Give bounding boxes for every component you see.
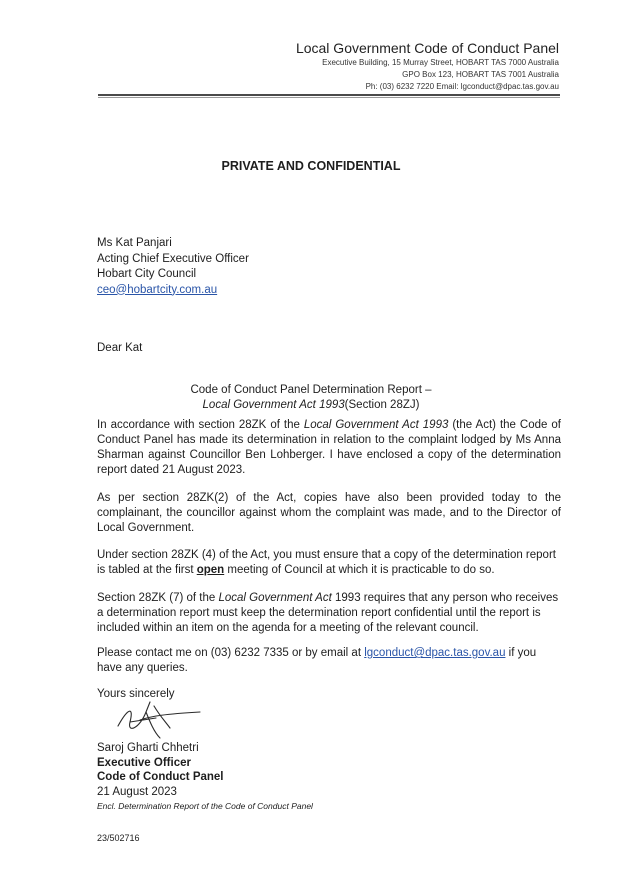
address-line-1: Executive Building, 15 Murray Street, HOBART TAS 7000 Australia <box>322 58 559 67</box>
confidential-heading: PRIVATE AND CONFIDENTIAL <box>221 159 401 173</box>
act-name: Local Government Act 1993 <box>303 419 449 431</box>
paragraph-5: Please contact me on (03) 6232 7335 or by email at lgconduct@dpac.tas.gov.au if you have any queries. <box>97 647 537 674</box>
header-divider <box>98 94 560 96</box>
open-emphasis: open <box>196 564 225 576</box>
subject-heading <box>0 383 622 413</box>
address-line-2: GPO Box 123, HOBART TAS 7001 Australia <box>402 70 559 79</box>
act-name: Local Government Act <box>218 592 332 604</box>
org-name: Local Government Code of Conduct Panel <box>295 40 559 56</box>
document-reference: 23/502716 <box>97 833 140 843</box>
recipient-title: Acting Chief Executive Officer <box>97 252 249 265</box>
paragraph-4: Section 28ZK (7) of the Local Government Act 1993 requires that any person who receives a determination report must keep the determination report confidential until the report is included within an item on the agenda for a meeting of the relevant council. <box>97 592 559 634</box>
enclosure-note: Encl. Determination Report of the Code of Conduct Panel <box>97 801 313 811</box>
recipient-email-link[interactable]: ceo@hobartcity.com.au <box>97 283 218 296</box>
contact-email-link[interactable]: lgconduct@dpac.tas.gov.au <box>364 647 506 659</box>
subject-line-1: Code of Conduct Panel Determination Report – <box>190 384 432 396</box>
recipient-address <box>97 236 249 298</box>
signatory-unit: Code of Conduct Panel <box>97 771 224 783</box>
recipient-name: Ms Kat Panjari <box>97 237 172 249</box>
header-divider-thin <box>98 97 560 98</box>
letter-date: 21 August 2023 <box>97 785 177 798</box>
contact-line: Ph: (03) 6232 7220 Email: lgconduct@dpac.tas.gov.au <box>365 82 559 91</box>
paragraph-2: As per section 28ZK(2) of the Act, copies have also been provided today to the complainant, the councillor against whom the complaint was made, and to the Director of Local Government. <box>97 492 561 534</box>
paragraph-3: Under section 28ZK (4) of the Act, you must ensure that a copy of the determination report is tabled at the first open meeting of Council at which it is practicable to do so. <box>97 549 556 576</box>
recipient-organisation: Hobart City Council <box>97 268 197 280</box>
paragraph-1: In accordance with section 28ZK of the Local Government Act 1993 (the Act) the Code of Conduct Panel has made its determination in relation to the complaint lodged by Ms Anna Sharman against Councillor Ben Lohberger. I have enclosed a copy of the determination report dated 21 August 2023. <box>97 419 561 476</box>
closing: Yours sincerely <box>97 688 175 700</box>
salutation: Dear Kat <box>97 342 143 354</box>
signatory-name: Saroj Gharti Chhetri <box>97 742 199 754</box>
handwritten-signature <box>110 698 205 740</box>
signatory-role: Executive Officer <box>97 756 191 769</box>
signature-block <box>97 741 313 814</box>
subject-section: (Section 28ZJ) <box>344 399 420 411</box>
subject-act: Local Government Act 1993 <box>202 399 345 411</box>
